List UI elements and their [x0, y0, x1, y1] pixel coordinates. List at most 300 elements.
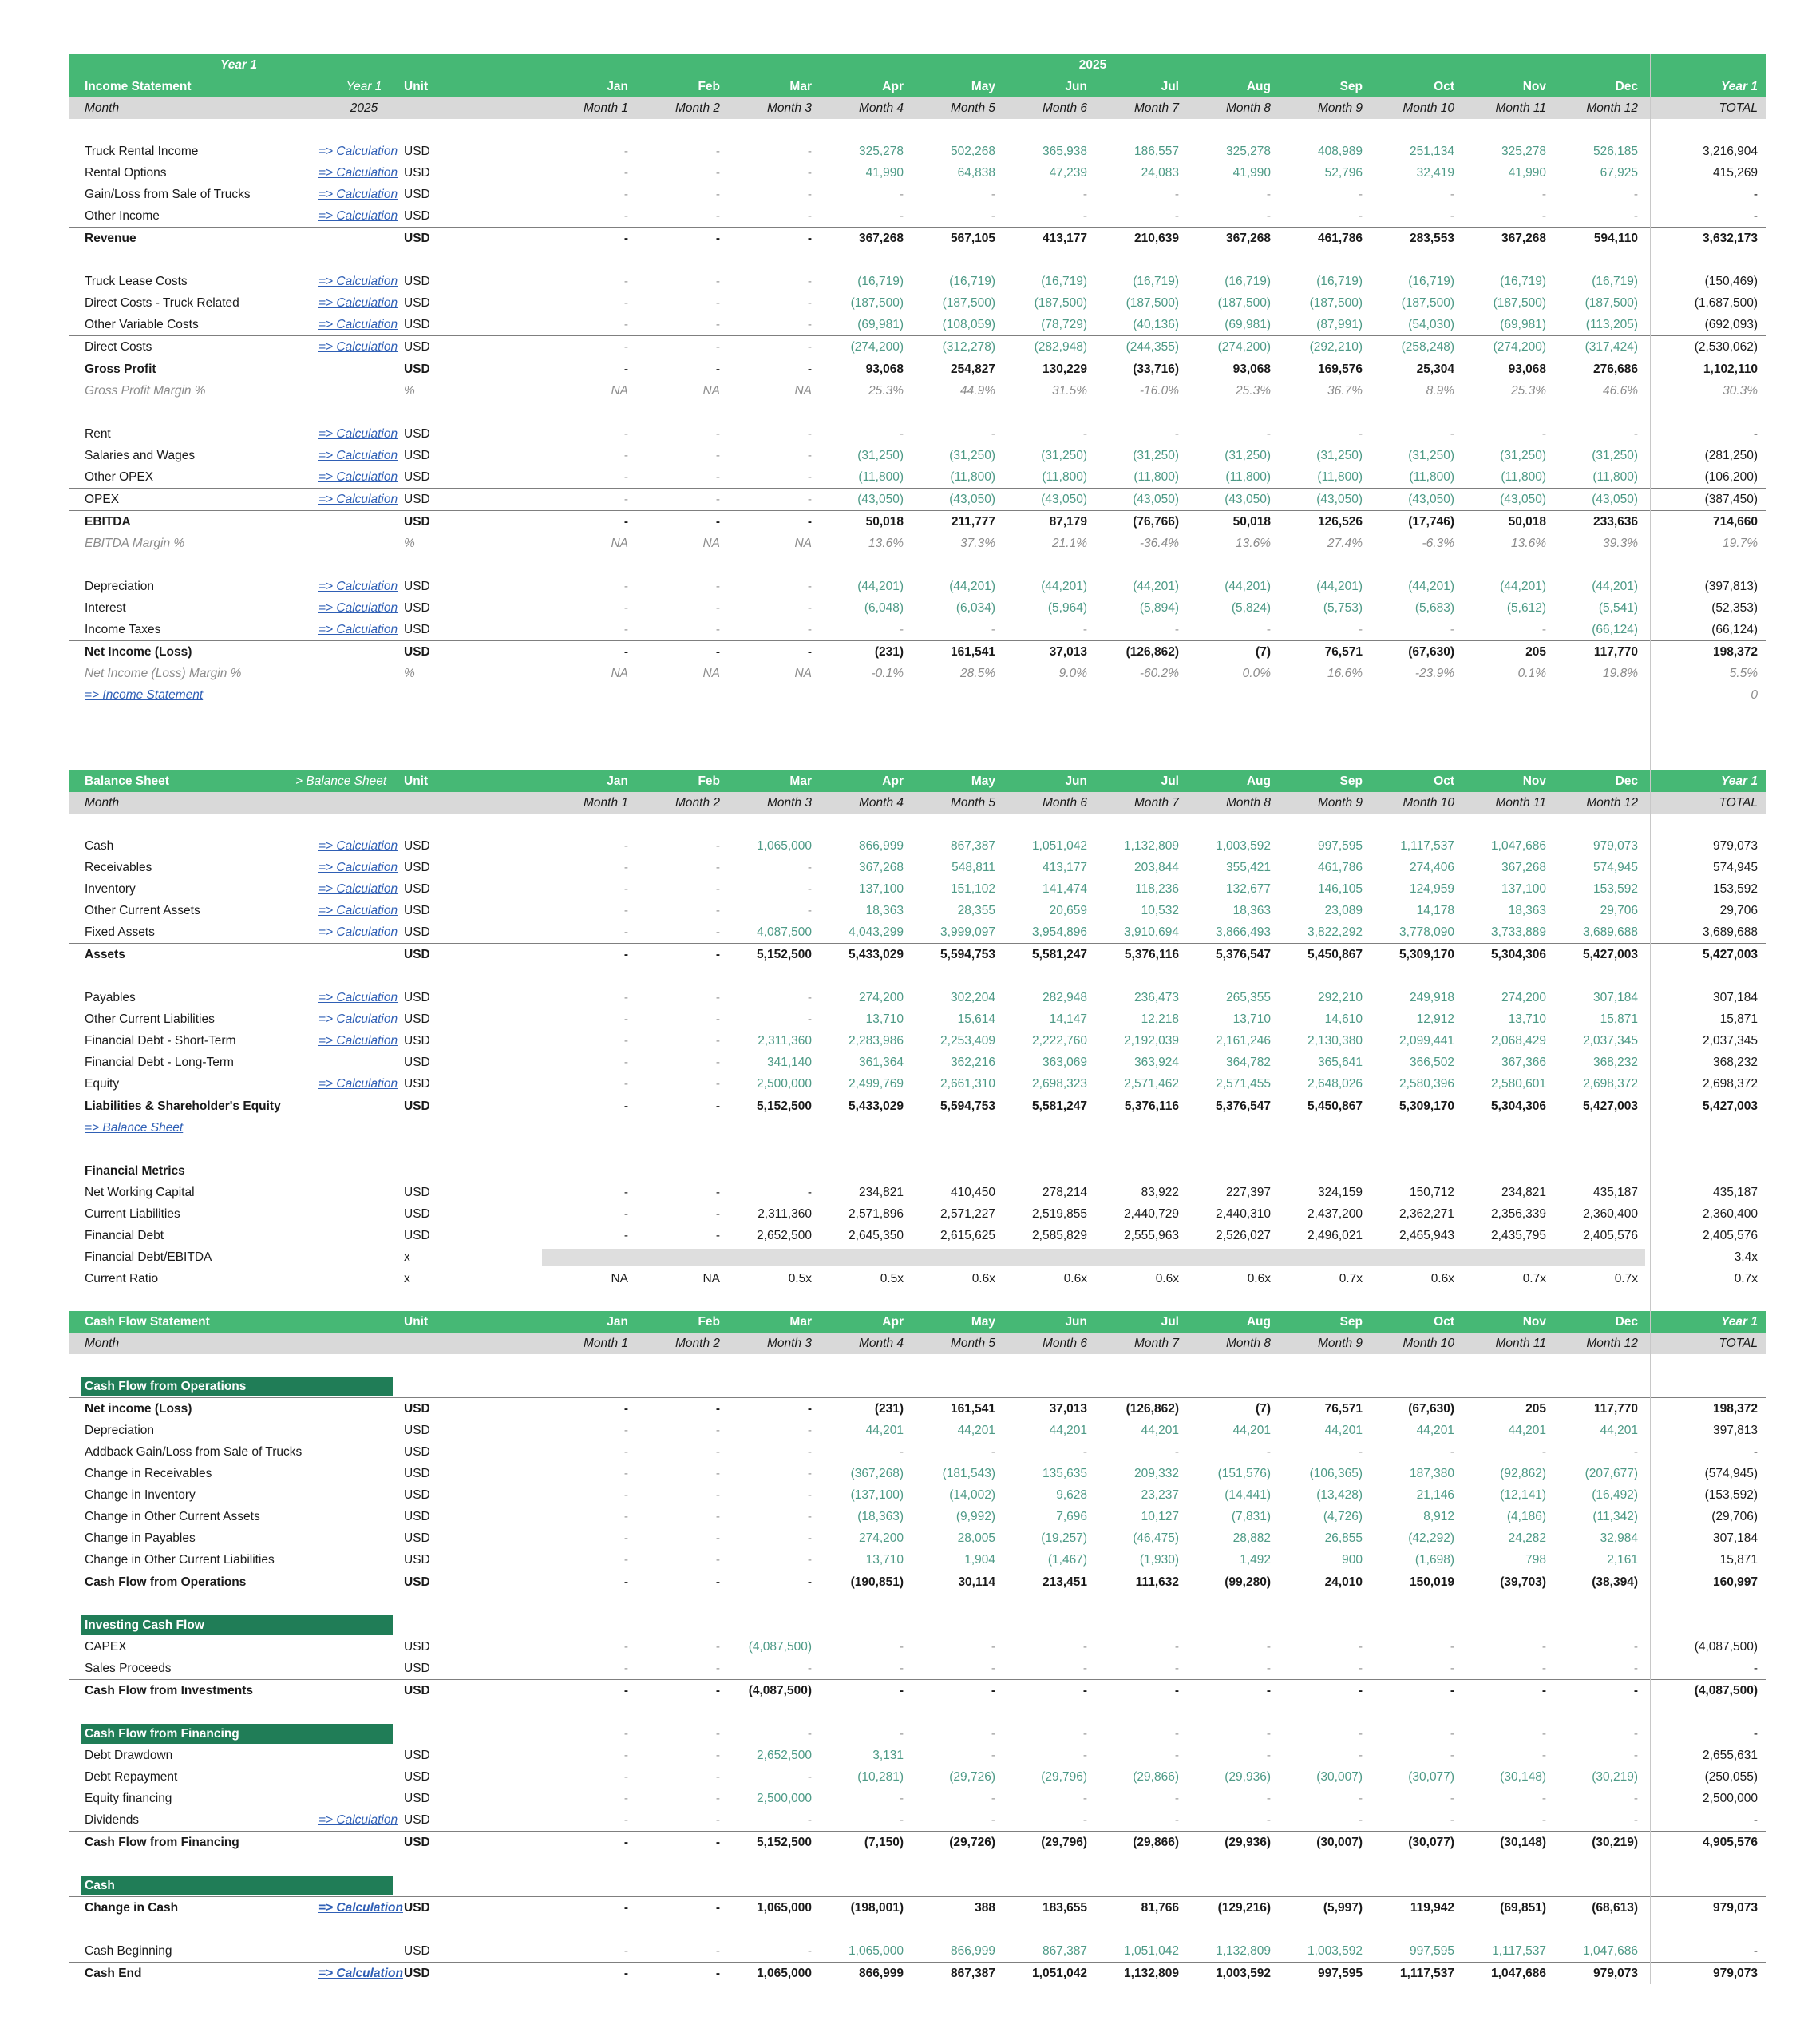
cell-month-7: -60.2% [1139, 667, 1179, 680]
cell-month-9: 365,641 [1317, 1056, 1363, 1069]
cell-month-1: - [623, 209, 628, 223]
blank-row [69, 1701, 1766, 1723]
cell-month-2: - [715, 882, 720, 896]
cell-month-6: 213,451 [1042, 1575, 1087, 1589]
cell-month-5: (14,002) [949, 1488, 995, 1502]
cell-month-4: (274,200) [850, 340, 904, 354]
calculation-link[interactable]: => Calculation [318, 991, 398, 1004]
month-number-12: Month 12 [1586, 101, 1638, 115]
cell-month-12: 117,770 [1593, 645, 1638, 659]
total-column-divider [1650, 54, 1651, 1984]
cell-month-7: 23,237 [1141, 1488, 1179, 1502]
blank-row [69, 727, 1766, 749]
calculation-link[interactable]: => Calculation [318, 580, 398, 593]
cell-month-2: - [715, 166, 720, 180]
cell-month-6: 183,655 [1042, 1901, 1087, 1915]
cell-month-10: 25,304 [1416, 362, 1454, 376]
row-other-variable-costs [69, 314, 1766, 335]
calculation-link[interactable]: => Calculation [318, 275, 398, 288]
unit: USD [404, 1662, 430, 1675]
unit: USD [404, 1813, 430, 1827]
cell-month-5: 866,999 [950, 1944, 995, 1958]
cell-month-5: (43,050) [949, 493, 995, 506]
month-number-8: Month 8 [1225, 796, 1271, 810]
cell-month-1: - [623, 1077, 628, 1091]
cell-month-7: (29,866) [1133, 1836, 1179, 1849]
cell-month-12: (11,342) [1592, 1510, 1638, 1523]
month-number-11: Month 11 [1495, 796, 1546, 810]
row-label: Current Liabilities [85, 1207, 180, 1221]
cell-month-8: 50,018 [1232, 515, 1271, 529]
cell-month-5: - [991, 1445, 995, 1459]
section-subheader: Cash Flow from Financing [81, 1724, 393, 1744]
cell-month-2: - [715, 1836, 720, 1849]
cell-month-11: 2,435,795 [1491, 1229, 1546, 1242]
cell-month-5: - [991, 1749, 995, 1762]
unit: USD [404, 1510, 430, 1523]
calculation-link[interactable]: => Calculation [318, 209, 398, 223]
month-number-4: Month 4 [858, 1337, 904, 1350]
cell-month-10: 187,380 [1409, 1467, 1454, 1480]
cell-month-6: (29,796) [1041, 1836, 1087, 1849]
cell-month-2 [634, 1246, 720, 1268]
cell-total: 979,073 [1712, 1901, 1758, 1915]
cell-month-4: (31,250) [857, 449, 904, 462]
row-label: Depreciation [85, 580, 155, 593]
calculation-link[interactable]: => Calculation [318, 188, 398, 201]
calculation-link[interactable]: => Calculation [318, 1077, 398, 1091]
cell-month-9: (43,050) [1316, 493, 1363, 506]
cell-month-8: (7,831) [1231, 1510, 1271, 1523]
calculation-link[interactable]: => Calculation [318, 166, 398, 180]
cell-month-1: - [623, 1099, 628, 1113]
cell-month-10: 997,595 [1409, 1944, 1454, 1958]
calculation-link[interactable]: => Calculation [318, 296, 398, 310]
calculation-link[interactable]: => Calculation [318, 449, 398, 462]
cell-month-4: 5,433,029 [849, 948, 904, 961]
cell-month-3: - [807, 1553, 812, 1567]
cell-month-2: - [715, 904, 720, 917]
cell-month-2: - [715, 948, 720, 961]
blank-row [69, 402, 1766, 423]
cell-month-10: (11,800) [1409, 470, 1454, 484]
row-revenue [69, 227, 1766, 249]
cell-month-11: - [1541, 1662, 1546, 1675]
cell-month-3: - [807, 1770, 812, 1784]
cell-month-11: 205 [1525, 1402, 1546, 1416]
cell-month-10: -23.9% [1414, 667, 1454, 680]
cell-month-1: NA [611, 667, 628, 680]
cell-month-10: 0.6x [1430, 1272, 1454, 1285]
cell-month-9: (30,007) [1316, 1836, 1363, 1849]
cell-month-1: - [623, 1488, 628, 1502]
cell-month-10: 251,134 [1409, 145, 1454, 158]
cell-month-10: 12,912 [1416, 1012, 1454, 1026]
cell-total: 574,945 [1712, 861, 1758, 874]
cell-month-3: NA [794, 384, 812, 398]
cell-month-11: 1,047,686 [1491, 839, 1546, 853]
cell-month-7: - [1174, 1792, 1179, 1805]
unit: % [404, 667, 415, 680]
cell-month-5: 2,615,625 [940, 1229, 995, 1242]
cell-month-6: 2,519,855 [1032, 1207, 1087, 1221]
row-label: Debt Drawdown [85, 1749, 173, 1762]
cell-month-9: 146,105 [1317, 882, 1363, 896]
cell-month-7: (1,930) [1139, 1553, 1179, 1567]
cell-month-1: - [623, 1186, 628, 1199]
cell-month-12: 1,047,686 [1583, 1944, 1638, 1958]
row-label: Change in Receivables [85, 1467, 212, 1480]
cell-month-1: - [623, 1575, 628, 1589]
calculation-link[interactable]: => Calculation [318, 904, 398, 917]
calculation-link[interactable]: => Calculation [318, 1901, 403, 1915]
row-label: Financial Debt - Long-Term [85, 1056, 234, 1069]
cell-month-5: 867,387 [950, 839, 995, 853]
calculation-link[interactable]: => Calculation [318, 1813, 398, 1827]
row-gross-profit [69, 358, 1766, 380]
cell-month-7: -16.0% [1139, 384, 1179, 398]
cell-month-9: - [1358, 1640, 1363, 1654]
cell-month-8: - [1266, 1640, 1271, 1654]
cell-month-7: 10,127 [1141, 1510, 1179, 1523]
cell-month-7: (33,716) [1133, 362, 1179, 376]
blank-row [69, 119, 1766, 141]
cell-month-7: 10,532 [1141, 904, 1179, 917]
cell-month-9: - [1358, 1792, 1363, 1805]
cell-month-9: (187,500) [1309, 296, 1363, 310]
cell-month-9: 997,595 [1317, 1967, 1363, 1980]
cell-month-9: (87,991) [1316, 318, 1363, 331]
cell-month-12: (30,219) [1592, 1770, 1638, 1784]
cell-month-10: - [1450, 623, 1454, 636]
cell-month-1: - [623, 1770, 628, 1784]
calculation-link[interactable]: => Calculation [318, 1967, 403, 1980]
cell-month-9: 2,496,021 [1308, 1229, 1363, 1242]
month-header-9: Sep [1339, 774, 1363, 788]
cell-month-7: - [1174, 188, 1179, 201]
row-label: Inventory [85, 882, 136, 896]
cell-month-4: - [899, 1445, 904, 1459]
cell-month-11: 25.3% [1511, 384, 1546, 398]
cell-month-4: (69,981) [857, 318, 904, 331]
cell-month-8: 93,068 [1232, 362, 1271, 376]
cell-month-10: (43,050) [1408, 493, 1454, 506]
cell-total: (574,945) [1704, 1467, 1758, 1480]
cell-month-7 [1093, 1246, 1179, 1268]
cell-month-5: 30,114 [958, 1575, 995, 1589]
calculation-link[interactable]: => Calculation [318, 839, 398, 853]
row-debt-drawdown [69, 1745, 1766, 1766]
income-statement-link[interactable]: => Income Statement [85, 688, 204, 702]
cell-month-1: - [623, 580, 628, 593]
cell-month-3: - [807, 861, 812, 874]
unit: x [404, 1272, 410, 1285]
cell-month-2: - [715, 209, 720, 223]
cell-month-10: (67,630) [1408, 1402, 1454, 1416]
unit: USD [404, 1531, 430, 1545]
cell-total: 714,660 [1712, 515, 1758, 529]
section-link[interactable]: > Balance Sheet [295, 774, 387, 788]
calculation-link[interactable]: => Calculation [318, 340, 398, 354]
cell-month-1: - [623, 232, 628, 245]
cell-month-6: 3,954,896 [1032, 925, 1087, 939]
cell-month-1: - [623, 493, 628, 506]
month-header-6: Jun [1065, 1315, 1087, 1329]
calculation-link[interactable]: => Calculation [318, 861, 398, 874]
year1-header: Year 1 [1721, 1315, 1758, 1329]
row-label: Cash Flow from Operations [85, 1575, 247, 1589]
row-change-in-payables [69, 1527, 1766, 1549]
row-cash-flow-from-financing [69, 1831, 1766, 1853]
cell-total: 30.3% [1723, 384, 1758, 398]
month-number-7: Month 7 [1134, 101, 1179, 115]
unit: % [404, 537, 415, 550]
cell-month-12: - [1633, 1684, 1638, 1697]
month-number-4: Month 4 [858, 796, 904, 810]
month-header-12: Dec [1615, 1315, 1638, 1329]
cell-month-6: (43,050) [1041, 493, 1087, 506]
cell-month-10: 2,362,271 [1399, 1207, 1454, 1221]
cell-month-10: 2,465,943 [1399, 1229, 1454, 1242]
section-header-row [69, 76, 1766, 97]
cell-total: (29,706) [1711, 1510, 1758, 1523]
cell-month-1: - [623, 166, 628, 180]
cell-month-2: - [715, 645, 720, 659]
cell-month-12: (113,205) [1585, 318, 1638, 331]
cell-month-3: - [807, 1402, 812, 1416]
cell-month-1: - [623, 1684, 628, 1697]
cell-month-9: 461,786 [1317, 861, 1363, 874]
cell-month-4: (187,500) [850, 296, 904, 310]
cell-month-2: - [715, 449, 720, 462]
month-number-1: Month 1 [583, 1337, 628, 1350]
cell-total: 2,360,400 [1703, 1207, 1758, 1221]
cell-month-10: 150,712 [1409, 1186, 1454, 1199]
cell-month-6: - [1082, 1662, 1087, 1675]
cell-month-8: 227,397 [1225, 1186, 1271, 1199]
cell-month-9: - [1358, 209, 1363, 223]
calculation-link[interactable]: => Calculation [318, 318, 398, 331]
unit: x [404, 1250, 410, 1264]
cell-month-11: 234,821 [1501, 1186, 1546, 1199]
cell-month-7: 203,844 [1134, 861, 1179, 874]
cell-month-3: 4,087,500 [757, 925, 812, 939]
cell-month-4: 0.5x [880, 1272, 904, 1285]
cell-month-10: - [1450, 1662, 1454, 1675]
cell-month-3: 5,152,500 [757, 1836, 812, 1849]
calculation-link[interactable]: => Calculation [318, 493, 398, 506]
cell-month-5: 44.9% [960, 384, 995, 398]
month-number-10: Month 10 [1403, 1337, 1454, 1350]
unit: USD [404, 1770, 430, 1784]
cell-month-6: - [1082, 1792, 1087, 1805]
calculation-link[interactable]: => Calculation [318, 623, 398, 636]
calculation-link[interactable]: => Calculation [318, 925, 398, 939]
cell-month-8: - [1266, 209, 1271, 223]
row-label: Change in Cash [85, 1901, 179, 1915]
unit: USD [404, 1034, 430, 1048]
cell-month-3: - [807, 515, 812, 529]
cell-month-8: (43,050) [1225, 493, 1271, 506]
cell-month-11: 93,068 [1508, 362, 1546, 376]
cell-month-2: - [715, 1770, 720, 1784]
unit-header: Unit [404, 1315, 429, 1329]
cell-month-7: (44,201) [1133, 580, 1179, 593]
cell-month-2: - [715, 1402, 720, 1416]
cell-month-9: 169,576 [1317, 362, 1363, 376]
cell-month-12: (38,394) [1592, 1575, 1638, 1589]
cell-month-9: (5,997) [1323, 1901, 1363, 1915]
unit: USD [404, 1967, 430, 1980]
unit: USD [404, 601, 430, 615]
cell-month-9: (5,753) [1323, 601, 1363, 615]
row-label: Depreciation [85, 1424, 155, 1437]
month-label: Month [85, 101, 120, 115]
cell-month-7: (126,862) [1126, 1402, 1179, 1416]
cell-month-5: 161,541 [950, 1402, 995, 1416]
cell-month-8: 18,363 [1232, 904, 1271, 917]
calculation-link[interactable]: => Calculation [318, 1034, 398, 1048]
cell-month-3: - [807, 1488, 812, 1502]
calculation-link[interactable]: => Calculation [318, 427, 398, 441]
cell-month-6: 5,581,247 [1032, 1099, 1087, 1113]
cell-month-9: 26,855 [1324, 1531, 1363, 1545]
cell-month-7: - [1174, 1445, 1179, 1459]
cell-month-2: - [715, 839, 720, 853]
cell-total: (66,124) [1711, 623, 1758, 636]
cell-month-2: - [715, 515, 720, 529]
cell-month-10: (5,683) [1414, 601, 1454, 615]
cell-month-11: 798 [1525, 1553, 1546, 1567]
cell-month-5 [909, 1246, 995, 1268]
cell-month-3: - [807, 145, 812, 158]
cell-month-10: 283,553 [1409, 232, 1454, 245]
cell-month-11: 13.6% [1511, 537, 1546, 550]
month-header-1: Jan [607, 1315, 628, 1329]
section-header-row [69, 1311, 1766, 1333]
cell-month-3: 0.5x [788, 1272, 812, 1285]
blank-row [69, 965, 1766, 987]
calculation-link[interactable]: => Calculation [318, 470, 398, 484]
row-change-in-cash [69, 1896, 1766, 1919]
balance-sheet-link-row [69, 1117, 1766, 1139]
cell-total: (250,055) [1704, 1770, 1758, 1784]
cell-month-8: (16,719) [1225, 275, 1271, 288]
cell-month-9: 14,610 [1324, 1012, 1363, 1026]
row-cash-beginning [69, 1940, 1766, 1962]
cell-month-1: - [623, 1749, 628, 1762]
row-label: OPEX [85, 493, 120, 506]
month-header-10: Oct [1434, 80, 1454, 93]
cell-month-1: - [623, 296, 628, 310]
cell-month-3: 2,500,000 [757, 1792, 812, 1805]
row-label: Financial Debt - Short-Term [85, 1034, 236, 1048]
row-label: Rental Options [85, 166, 167, 180]
month-number-3: Month 3 [766, 1337, 812, 1350]
cell-month-6: - [1082, 1445, 1087, 1459]
cell-month-11: - [1541, 1445, 1546, 1459]
calculation-link[interactable]: => Calculation [318, 601, 398, 615]
cell-month-8: - [1266, 1749, 1271, 1762]
cell-month-1: - [623, 318, 628, 331]
cell-month-11: 367,268 [1501, 861, 1546, 874]
cell-month-8: (29,936) [1225, 1770, 1271, 1784]
cell-month-4: 2,571,896 [849, 1207, 904, 1221]
cell-month-3: - [807, 1575, 812, 1589]
month-header-11: Nov [1522, 80, 1546, 93]
cell-month-1: NA [611, 537, 628, 550]
row-label: Change in Other Current Liabilities [85, 1553, 275, 1567]
balance-sheet-link[interactable]: => Balance Sheet [85, 1121, 184, 1135]
calculation-link[interactable]: => Calculation [318, 882, 398, 896]
unit: USD [404, 623, 430, 636]
cell-month-3: 1,065,000 [757, 1967, 812, 1980]
unit: USD [404, 991, 430, 1004]
cell-month-12: (16,492) [1592, 1488, 1638, 1502]
month-number-7: Month 7 [1134, 796, 1179, 810]
calculation-link[interactable]: => Calculation [318, 145, 398, 158]
cell-month-4: (198,001) [850, 1901, 904, 1915]
cell-month-2: - [715, 1034, 720, 1048]
cell-month-11: - [1541, 623, 1546, 636]
cell-month-4: - [899, 1813, 904, 1827]
cell-month-5: - [991, 1727, 995, 1741]
row-label: Interest [85, 601, 126, 615]
cell-month-1: - [623, 340, 628, 354]
unit: USD [404, 1488, 430, 1502]
cell-month-8: (99,280) [1225, 1575, 1271, 1589]
cell-month-6: - [1082, 1727, 1087, 1741]
cell-month-3: - [807, 1012, 812, 1026]
month-header-4: Apr [882, 1315, 904, 1329]
cell-month-8: - [1266, 188, 1271, 201]
unit: USD [404, 1186, 430, 1199]
cell-month-12: 2,698,372 [1583, 1077, 1638, 1091]
cell-month-9: 461,786 [1317, 232, 1363, 245]
cell-month-11: (43,050) [1500, 493, 1546, 506]
cell-month-7: 1,132,809 [1124, 1967, 1179, 1980]
cell-month-3: 1,065,000 [757, 839, 812, 853]
cell-month-11: 24,282 [1508, 1531, 1546, 1545]
cell-month-4: (16,719) [857, 275, 904, 288]
cell-month-8: (7) [1256, 1402, 1271, 1416]
cell-month-8: 2,161,246 [1216, 1034, 1271, 1048]
cell-month-1: - [623, 1467, 628, 1480]
cell-total: 397,813 [1712, 1424, 1758, 1437]
cell-month-4: (6,048) [864, 601, 904, 615]
cell-total: - [1753, 427, 1758, 441]
unit: USD [404, 1749, 430, 1762]
row-other-opex [69, 466, 1766, 488]
cell-month-5: (312,278) [942, 340, 995, 354]
cell-month-8: 28,882 [1232, 1531, 1271, 1545]
month-header-4: Apr [882, 80, 904, 93]
cell-month-12: (43,050) [1592, 493, 1638, 506]
cell-month-1: - [623, 362, 628, 376]
cell-month-6: - [1082, 1813, 1087, 1827]
row-gain-loss-from-sale-of-trucks [69, 184, 1766, 205]
cell-month-5: (181,543) [942, 1467, 995, 1480]
cell-month-4: 3,131 [872, 1749, 904, 1762]
cell-month-2: NA [702, 667, 720, 680]
row-financial-debt-long-term [69, 1052, 1766, 1073]
calculation-link[interactable]: => Calculation [318, 1012, 398, 1026]
cell-month-10: 8.9% [1426, 384, 1454, 398]
cell-month-12: 368,232 [1592, 1056, 1638, 1069]
cell-total: 160,997 [1712, 1575, 1758, 1589]
cell-month-11: (44,201) [1500, 580, 1546, 593]
cell-month-3: - [807, 1445, 812, 1459]
